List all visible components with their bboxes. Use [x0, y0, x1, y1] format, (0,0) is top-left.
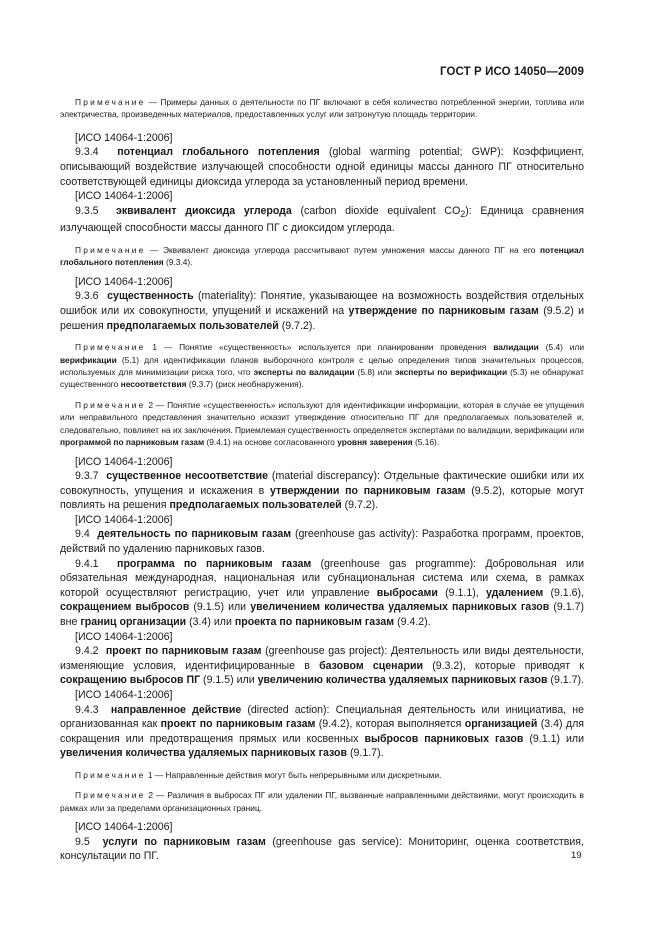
term-9-5: 9.5 услуги по парниковым газам (greenhouse gas service): Мониторинг, оценка соответствия, консультации по ПГ. [60, 835, 584, 863]
note-1-9-4-3: Примечание 1 — Направленные действия могут быть непрерывными или дискретными. [75, 769, 442, 780]
reference: [ИСО 14064-1:2006] [75, 190, 173, 203]
term-9-4: 9.4 деятельность по парниковым газам (greenhouse gas activity): Разработка программ, проектов, действий по удалению парниковых газов. [60, 528, 584, 556]
reference: [ИСО 14064-1:2006] [75, 275, 173, 288]
page-header: ГОСТ Р ИСО 14050—2009 [439, 66, 584, 78]
note-9-3-3: Примечание — Примеры данных о деятельности по ПГ включают в себя количество потребленной энергии, топлива или электричества, произведенных материалов, предоставленных услуг или затронутую площадь территории. [60, 97, 584, 120]
term-title: услуги по парниковым газам [102, 835, 266, 848]
term-title: существенность [107, 290, 194, 303]
note-label: Примечание [75, 245, 146, 256]
reference: [ИСО 14064-1:2006] [75, 513, 173, 526]
term-title: существенное несоответствие [106, 470, 269, 483]
note-label: Примечание [75, 790, 146, 801]
term-title: деятельность по парниковым газам [97, 528, 292, 541]
term-title: потенциал глобального потепления [117, 146, 320, 159]
term-9-3-5: 9.3.5 эквивалент диоксида углерода (carbon dioxide equivalent $CO_2$): Единица сравнения излучающей способности массы данного ПГ с диоксидом углерода. [60, 204, 584, 235]
term-9-3-7: 9.3.7 существенное несоответствие (material discrepancy): Отдельные фактические ошибки или их совокупность, упущения и искажения в утверждении по парниковым газам (9.5.2), которые могут повлиять на решения предполагаемых пользователей (9.7.2). [60, 470, 584, 512]
term-9-4-1: 9.4.1 программа по парниковым газам (greenhouse gas programme): Добровольная или обязательная международная, национальная или субнациональная система или схема, в рамках которой осуществляют регистрацию, учет или управление выбросами (9.1.1), удалением (9.1.6), сокращением выбросов (9.1.5) или увеличением количества удаляемых парниковых газов (9.1.7) вне границ организации (3.4) или проекта по парниковым газам (9.4.2). [60, 557, 585, 629]
term-title: направленное действие [110, 703, 242, 716]
page-content [60, 96, 584, 864]
reference: [ИСО 14064-1:2006] [75, 455, 173, 468]
note-1-9-3-6: Примечание 1 — Понятие «существенность» используется при планировании проведения валидации (5.4) или верификации (5.1) для идентификации планов выборочного контроля с целью определения типов значительных процессов, используемых для минимизации риска того, что эксперты по валидации (5.8) или эксперты по верификации (5.3) не обнаружат существенного несоответствия (9.3.7) (риск необнаружения). [60, 342, 585, 390]
reference: [ИСО 14064-1:2006] [75, 689, 173, 702]
reference: [ИСО 14064-1:2006] [75, 821, 173, 834]
note-label: Примечание [75, 97, 146, 107]
reference: [ИСО 14064-1:2006] [75, 630, 173, 643]
term-9-3-6: 9.3.6 существенность (materiality): Понятие, указывающее на возможность воздействия отдельных ошибок или их совокупности, упущений и искажений на утверждение по парниковым газам (9.5.2) и решения предполагаемых пользователей (9.7.2). [60, 290, 585, 332]
note-2-9-4-3: Примечание 2 — Различия в выбросах ПГ или удалении ПГ, вызванные направленными действиями, могут происходить в рамках или за пределами организационных границ. [60, 790, 584, 813]
note-9-3-5: Примечание — Эквивалент диоксида углерода рассчитывают путем умножения массы данного ПГ на его потенциал глобального потепления (9.3.4). [60, 245, 584, 268]
term-title: эквивалент диоксида углерода [116, 204, 292, 217]
term-9-4-2: 9.4.2 проект по парниковым газам (greenhouse gas project): Деятельность или виды деятельности, изменяющие условия, идентифицированные в базовом сценарии (9.3.2), которые приводят к сокращению выбросов ПГ (9.1.5) или увеличению количества удаляемых парниковых газов (9.1.7). [60, 645, 585, 687]
reference: [ИСО 14064-1:2006] [75, 131, 173, 144]
term-title: программа по парниковым газам [117, 557, 312, 570]
note-label: Примечание [75, 342, 146, 353]
page-number: 19 [571, 850, 582, 861]
term-9-3-4: 9.3.4 потенциал глобального потепления (global warming potential; GWP): Коэффициент, описывающий воздействие излучающей способности одной единицы массы данного ПГ относительно соответствующей единицы диоксида углерода за установленный период времени. [60, 146, 585, 188]
note-label: Примечание [75, 399, 146, 410]
term-9-4-3: 9.4.3 направленное действие (directed action): Специальная деятельность или инициатива, не организованная как проект по парниковым газам (9.4.2), которая выполняется организацией (3.4) для сокращения или предотвращения прямых или косвенных выбросов парниковых газов (9.1.1) или увеличения количества удаляемых парниковых газов (9.1.7). [60, 703, 584, 760]
note-label: Примечание [75, 769, 146, 780]
note-2-9-3-6: Примечание 2 — Понятие «существенность» используют для идентификации информации, которая в случае ее упущения или неправильного представления значительно исказит утверждение относительно ПГ для предполагаемых пользователей и, следовательно, повлияет на их заключения. Приемлемая существенность определяется экспертами по валидации, верификации или программой по парниковым газам (9.4.1) на основе согласованного уровня заверения (5.16). [60, 399, 585, 448]
term-title: проект по парниковым газам [105, 645, 262, 658]
